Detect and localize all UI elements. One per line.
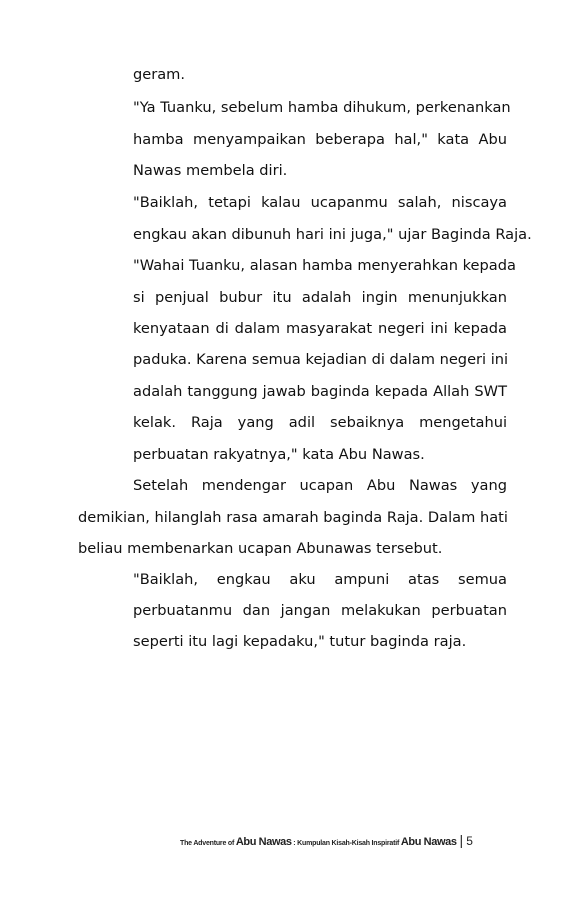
text-line: si penjual bubur itu adalah ingin menunjukkan (133, 289, 507, 306)
text-line: hamba menyampaikan beberapa hal," kata Abu (133, 131, 507, 148)
text-line: geram. (133, 66, 186, 83)
page-number: 5 (466, 834, 473, 848)
text-line: perbuatanmu dan jangan melakukan perbuatan (133, 602, 507, 619)
text-line: demikian, hilanglah rasa amarah baginda Raja. Dalam hati (78, 509, 508, 526)
text-line: "Baiklah, engkau aku ampuni atas semua (133, 571, 507, 588)
footer-series-title: The Adventure of (180, 840, 236, 847)
footer-title-emphasis: Abu Nawas (235, 836, 292, 848)
text-line: adalah tanggung jawab baginda kepada Allah SWT (133, 383, 507, 400)
page-footer (180, 832, 473, 850)
text-line: "Baiklah, tetapi kalau ucapanmu salah, niscaya (133, 194, 507, 211)
text-line: kelak. Raja yang adil sebaiknya mengetahui (133, 414, 507, 431)
footer-separator: | (459, 832, 464, 848)
footer-title-emphasis-2: Abu Nawas (400, 836, 457, 848)
text-line: Nawas membela diri. (133, 162, 288, 179)
text-line: seperti itu lagi kepadaku," tutur baginda raja. (133, 633, 467, 650)
text-line: kenyataan di dalam masyarakat negeri ini kepada (133, 320, 507, 337)
text-line: "Wahai Tuanku, alasan hamba menyerahkan kepada (133, 257, 516, 274)
text-line: engkau akan dibunuh hari ini juga," ujar Baginda Raja. (133, 226, 532, 243)
text-line: paduka. Karena semua kejadian di dalam negeri ini (133, 351, 509, 368)
text-line: beliau membenarkan ucapan Abunawas tersebut. (78, 540, 443, 557)
text-line: perbuatan rakyatnya," kata Abu Nawas. (133, 446, 425, 463)
text-line: Setelah mendengar ucapan Abu Nawas yang (133, 477, 507, 494)
footer-subtitle: : Kumpulan Kisah-Kisah Inspiratif (291, 840, 401, 847)
text-line: "Ya Tuanku, sebelum hamba dihukum, perkenankan (133, 99, 511, 116)
